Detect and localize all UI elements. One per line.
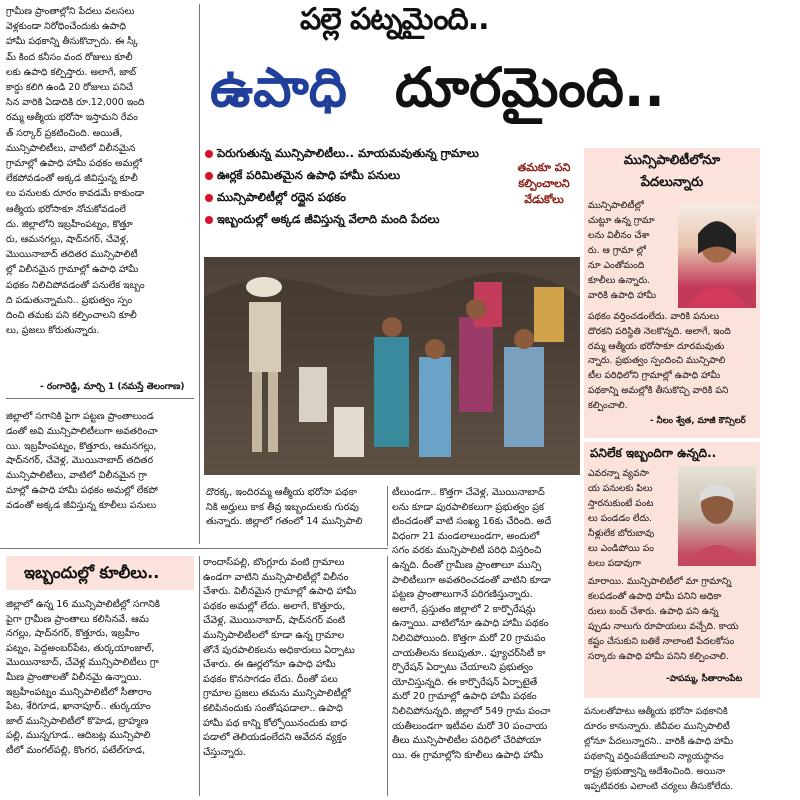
headline-rest: దూరమైంది.. xyxy=(395,56,665,119)
center-right-text: టీలుండగా.. కొత్తగా చేవెళ్ల, మొయినాబాద్ లను కూడా పురపాలికలుగా ప్రభుత్వం ప్రక టించడంతో వాటి సంఖ్య 16కు చేరింది. అదే విధంగా 21 మండలాలుండగా, అందులో సగం వరకు మున్సిపాలిటీ పరిధి విస్తరించి ఉన్నది. దీంతో గ్రామీణ ప్రాంతాలూ మున్సి పాలిటీలుగా అవతరించడంతో వాటిని కూడా పట్టణ ప్రాంతాలుగానే పరిగణిస్తున్నారు. అలాగే, ప్రస్తుతం జిల్లాలో 2 కార్పొరేషన్లు ఉన్నాయి. వాటిలోనూ ఉపాధి హామీ పథకం నిలిచిపోయింది. కొత్తగా మరో 20 గ్రామపం చాయతీలను కలుపుతూ.. ఫ్యూచర్‌సిటీ కా ర్పొరేషన్ ఏర్పాటు చేయాలని ప్రభుత్వం యోచిస్తున్నది. ఈ కార్పొరేషన్ ఏర్పాటైతే మరో 20 గ్రామాల్లో ఉపాధి హామీ పథకం నిలిచిపోనున్నది. జిల్లాలో 549 గ్రామ పంచా యతీలుండగా ఇటీవల మరో 30 పంచాయ తీలు మున్సిపాలిటీల పరిధిలో చేరిపోయా యి. ఈ గ్రామాల్లోని కూలీలు ఉపాధి హామీ xyxy=(392,487,552,761)
column-divider xyxy=(387,486,388,546)
quote-box-2 xyxy=(584,442,760,698)
portrait-illustration xyxy=(678,204,756,308)
column-divider xyxy=(199,556,200,796)
right-bottom-text: పనులతోపాటు ఆత్మీయ భరోసా పథకానికి దూరం కానున్నారు. జీవీవల మున్సిపాలిటీ ల్లోనూ పేదలున్నారని.. వారికీ ఉపాధి హామీ పథకాన్ని వర్తింపజేయాలని న్యాయస్థానం రాష్ట్ర ప్రభుత్వాన్ని ఆదేశించింది. అయినా ఇప్పటివరకు ఎలాంటి చర్యలు తీసుకోలేదు. xyxy=(584,706,734,792)
workers-photo-illustration xyxy=(204,257,580,475)
quote-box-1-signature: - నీలం శ్వేత, మాజీ కౌన్సిలర్ xyxy=(650,416,746,426)
headline-highlight: ఉపాధి xyxy=(210,56,347,119)
bullet-item: ఊర్లకే పరిమితమైన ఉపాధి హామీ పనులు xyxy=(205,164,575,186)
column-divider xyxy=(387,556,388,796)
workers-photo xyxy=(204,257,580,475)
middle-text: దొరక్క, ఇందిరమ్మ ఆత్మీయ భరోసా పథకా నికి అర్హులు కాక తీవ్ర ఇబ్బందులకు గురవు తున్నారు. జిల్లాలో గతంలో 14 మున్సిపాలి xyxy=(206,487,363,528)
quote-box-2-side-text: ఎవరన్నా వ్యవసా య పనులకు పిలు స్తారనుకుంటే పంట లు పండడం లేదు. నీళ్లులేక బోరుబావు లు ఎండిపోయి పం టలు పడావుగా xyxy=(588,468,655,569)
headline-line1: పల్లె పట్నమైంది.. xyxy=(300,2,489,37)
bullet-item: మున్సిపాలిటీల్లో రద్దైన పథకం xyxy=(205,186,575,208)
quote-box-1-side-text: మున్సిపాలిటీల్లో చుట్టూ ఉన్న గ్రామా లను విలీనం చేశా రు. ఆ గ్రామా ల్లో నూ ఎంతోమంది కూలీలు ఉన్నారు. వారికి ఉపాధి హామీ xyxy=(588,200,657,301)
bullet-item: ఇబ్బందుల్లో అక్కడ జీవిస్తున్న వేలాది మంది పేదలు xyxy=(205,208,575,230)
subhead-box xyxy=(6,556,194,590)
photo-caption: తమకూ పని కల్పించాలని వేడుకోలు xyxy=(517,161,571,206)
quote-box-2-text: మారాయి. మున్సిపాలిటీలో మా గ్రామాన్ని కలపడంతో ఉపాధి హామీ పనిని అధికా రులు బంద్ చేశారు. ఉపాధి పని ఉన్న ప్పుడు నాలుగు రూపాయలు వచ్చేది. కాయ కష్టం చేసుకుని బతికే నాలాంటి పేదలకోసం సర్కారు ఉపాధి హామీ పనిని కల్పించాలి. xyxy=(588,576,739,662)
bullet-item: పెరుగుతున్న మున్సిపాలిటీలు.. మాయమవుతున్న గ్రామాలు xyxy=(205,142,575,164)
bullet-dot-icon xyxy=(205,194,213,202)
subhead: ఇబ్బందుల్లో కూలీలు.. xyxy=(24,563,160,582)
dateline: - రంగారెడ్డి, మార్చి 1 (నమస్తే తెలంగాణ) xyxy=(40,382,185,392)
bottom-left-text: జిల్లాలో ఉన్న 16 మున్సిపాలిటీల్లో సగానికి పైగా గ్రామీణ ప్రాంతాలు కలిసినవే. ఆమ నగల్లు, షాద్‌నగర్, కొత్తూరు, ఇబ్రహీం పట్నం, పెద్దఅంబర్‌పేట, తుర్కయాంజాల్, మొయినాబాద్, చేవెళ్ల మున్సిపాలిటీలు గ్రా మీణ ప్రాంతాలతో విలీనమై ఉన్నాయి. ఇబ్రహీంపట్నం మున్సిపాలిటీలో సీతారాం పేట, శేరిగూడ, ఖానాపూర్.. తుర్కయాం జాల్ మున్సిపాలిటీలో కొహెడ, బ్రాహ్మణ పల్లి, మున్నగూడ.. ఆదిబట్ల మున్సిపాలి టీలో మంగల్‌పల్లి, కొంగర, పటేల్‌గూడ, xyxy=(6,599,160,756)
left-column-para2: జిల్లాలో సగానికి పైగా పట్టణ ప్రాంతాలుండ డంతో అవి మున్సిపాలిటీలుగా అవతరించా యి. ఇబ్రహీంపట్నం, కొత్తూరు, ఆమనగల్లు, షాద్‌నగర్, చేవెళ్ల, మొయినాబాద్ తదితర మున్సిపాలిటీలు, వాటిలో విలీనమైన గ్రా మాల్లో ఉపాధి హామీ పథకం అమల్లో లేకపో వడంతో అక్కడ జీవిస్తున్న కూలీలు పనులు xyxy=(6,411,158,511)
bullet-dot-icon xyxy=(205,150,213,158)
left-column-intro: గ్రామీణ ప్రాంతాల్లోని పేదలు వలసలు వెళ్లకుండా నిరోధించేందుకు ఉపాధి హామీ పథకాన్ని తీసుకొచ్చారు. ఈ స్కీ మ్ కింద కనీసం వంద రోజులు కూలీ లకు ఉపాధి కల్పిస్తారు. అలాగే, జాబ్ కార్డు కలిగి ఉండి 20 రోజులు పనిచే సిన వారికి ఏడాదికి రూ.12,000 ఇంది రమ్మ ఆత్మీయ భరోసా ఇస్తామని రేవం త్ సర్కార్ ప్రకటించింది. అయితే, మున్సిపాలిటీలు, వాటిలో విలీనమైన గ్రామాల్లో ఉపాధి హామీ పథకం అమల్లో లేకపోవడంతో అక్కడ జీవిస్తున్న కూలీ లు పనులకు దూరం కావడమే కాకుండా ఆత్మీయ భరోసాకూ నోచుకోవడంలే దు. జిల్లాలోని ఇబ్రహీంపట్నం, కొత్తూ రు, ఆమనగల్లు, షాద్‌నగర్, చేవెళ్ల, మొయినాబాద్ తదితర మున్సిపాలిటీ ల్లో విలీనమైన గ్రామాల్లో ఉపాధి హామీ పథకం నిలిచిపోవడంతో పనులేక ఇబ్బం ది పడుతున్నామని.. ప్రభుత్వం స్పం దించి తమకు పని కల్పించాలని కూలీ లు, ప్రజలు కోరుతున్నారు. xyxy=(6,6,145,337)
portrait-illustration xyxy=(678,466,756,566)
divider xyxy=(6,398,194,399)
bullet-dot-icon xyxy=(205,216,213,224)
quote-box-1 xyxy=(584,148,760,438)
section-divider xyxy=(0,548,388,549)
quote-box-2-title: పనిలేక ఇబ్బందిగా ఉన్నది.. xyxy=(590,446,717,460)
bullet-dot-icon xyxy=(205,172,213,180)
column-divider xyxy=(199,4,200,544)
quote-box-2-signature: -పాపమ్మ, సీతారాంపేట xyxy=(666,674,743,684)
quote-box-1-title: మున్సిపాలిటీలోనూ పేదలున్నారు xyxy=(623,153,721,190)
elder-woman-portrait xyxy=(678,466,756,566)
quote-box-1-text: పథకం వర్తించడంలేదు. వారికి పనులు దొరకని పరిస్థితి నెలకొన్నది. అలాగే, ఇంది రమ్మ ఆత్మీయ భరోసాకూ దూరమవుతు న్నారు. ప్రభుత్వం స్పందించి మున్సిపాలి టీల పరిధిలోని గ్రామాల్లో ఉపాధి హామీ పథకాన్ని అమల్లోకి తీసుకొచ్చి వారికి పని కల్పించాలి. xyxy=(588,311,731,411)
bottom-middle-text: రాందాస్‌పల్లి, బొంగ్లూరు వంటి గ్రామాలు ఉండగా వాటిని మున్సిపాలిటీల్లో విలీనం చేశారు. విలీనమైన గ్రామాల్లో ఉపాధి హామీ పథకం అమల్లో లేదు. అలాగే, కొత్తూరు, చేవెళ్ల, మొయినాబాద్, షాద్‌నగర్ వంటి మున్సిపాలిటీలలో కూడా ఉన్న గ్రామాల తోనే పురపాలికలను అధికారులు ఏర్పాటు చేశారు. ఈ ఊర్లలోనూ ఉపాధి హామీ పథకం కొనసాగడం లేదు. దీంతో పలు గ్రామాల ప్రజలు తమను మున్సిపాలిటీల్లో కలిపినందుకు సంతోషపడాలా.. ఉపాధి హామీ పథ కాన్ని కోల్పోయినందుకు బాధ పడాలో తెలియడంలేదని ఆవేదన వ్యక్తం చేస్తున్నారు. xyxy=(203,557,357,758)
councillor-portrait xyxy=(678,204,756,308)
